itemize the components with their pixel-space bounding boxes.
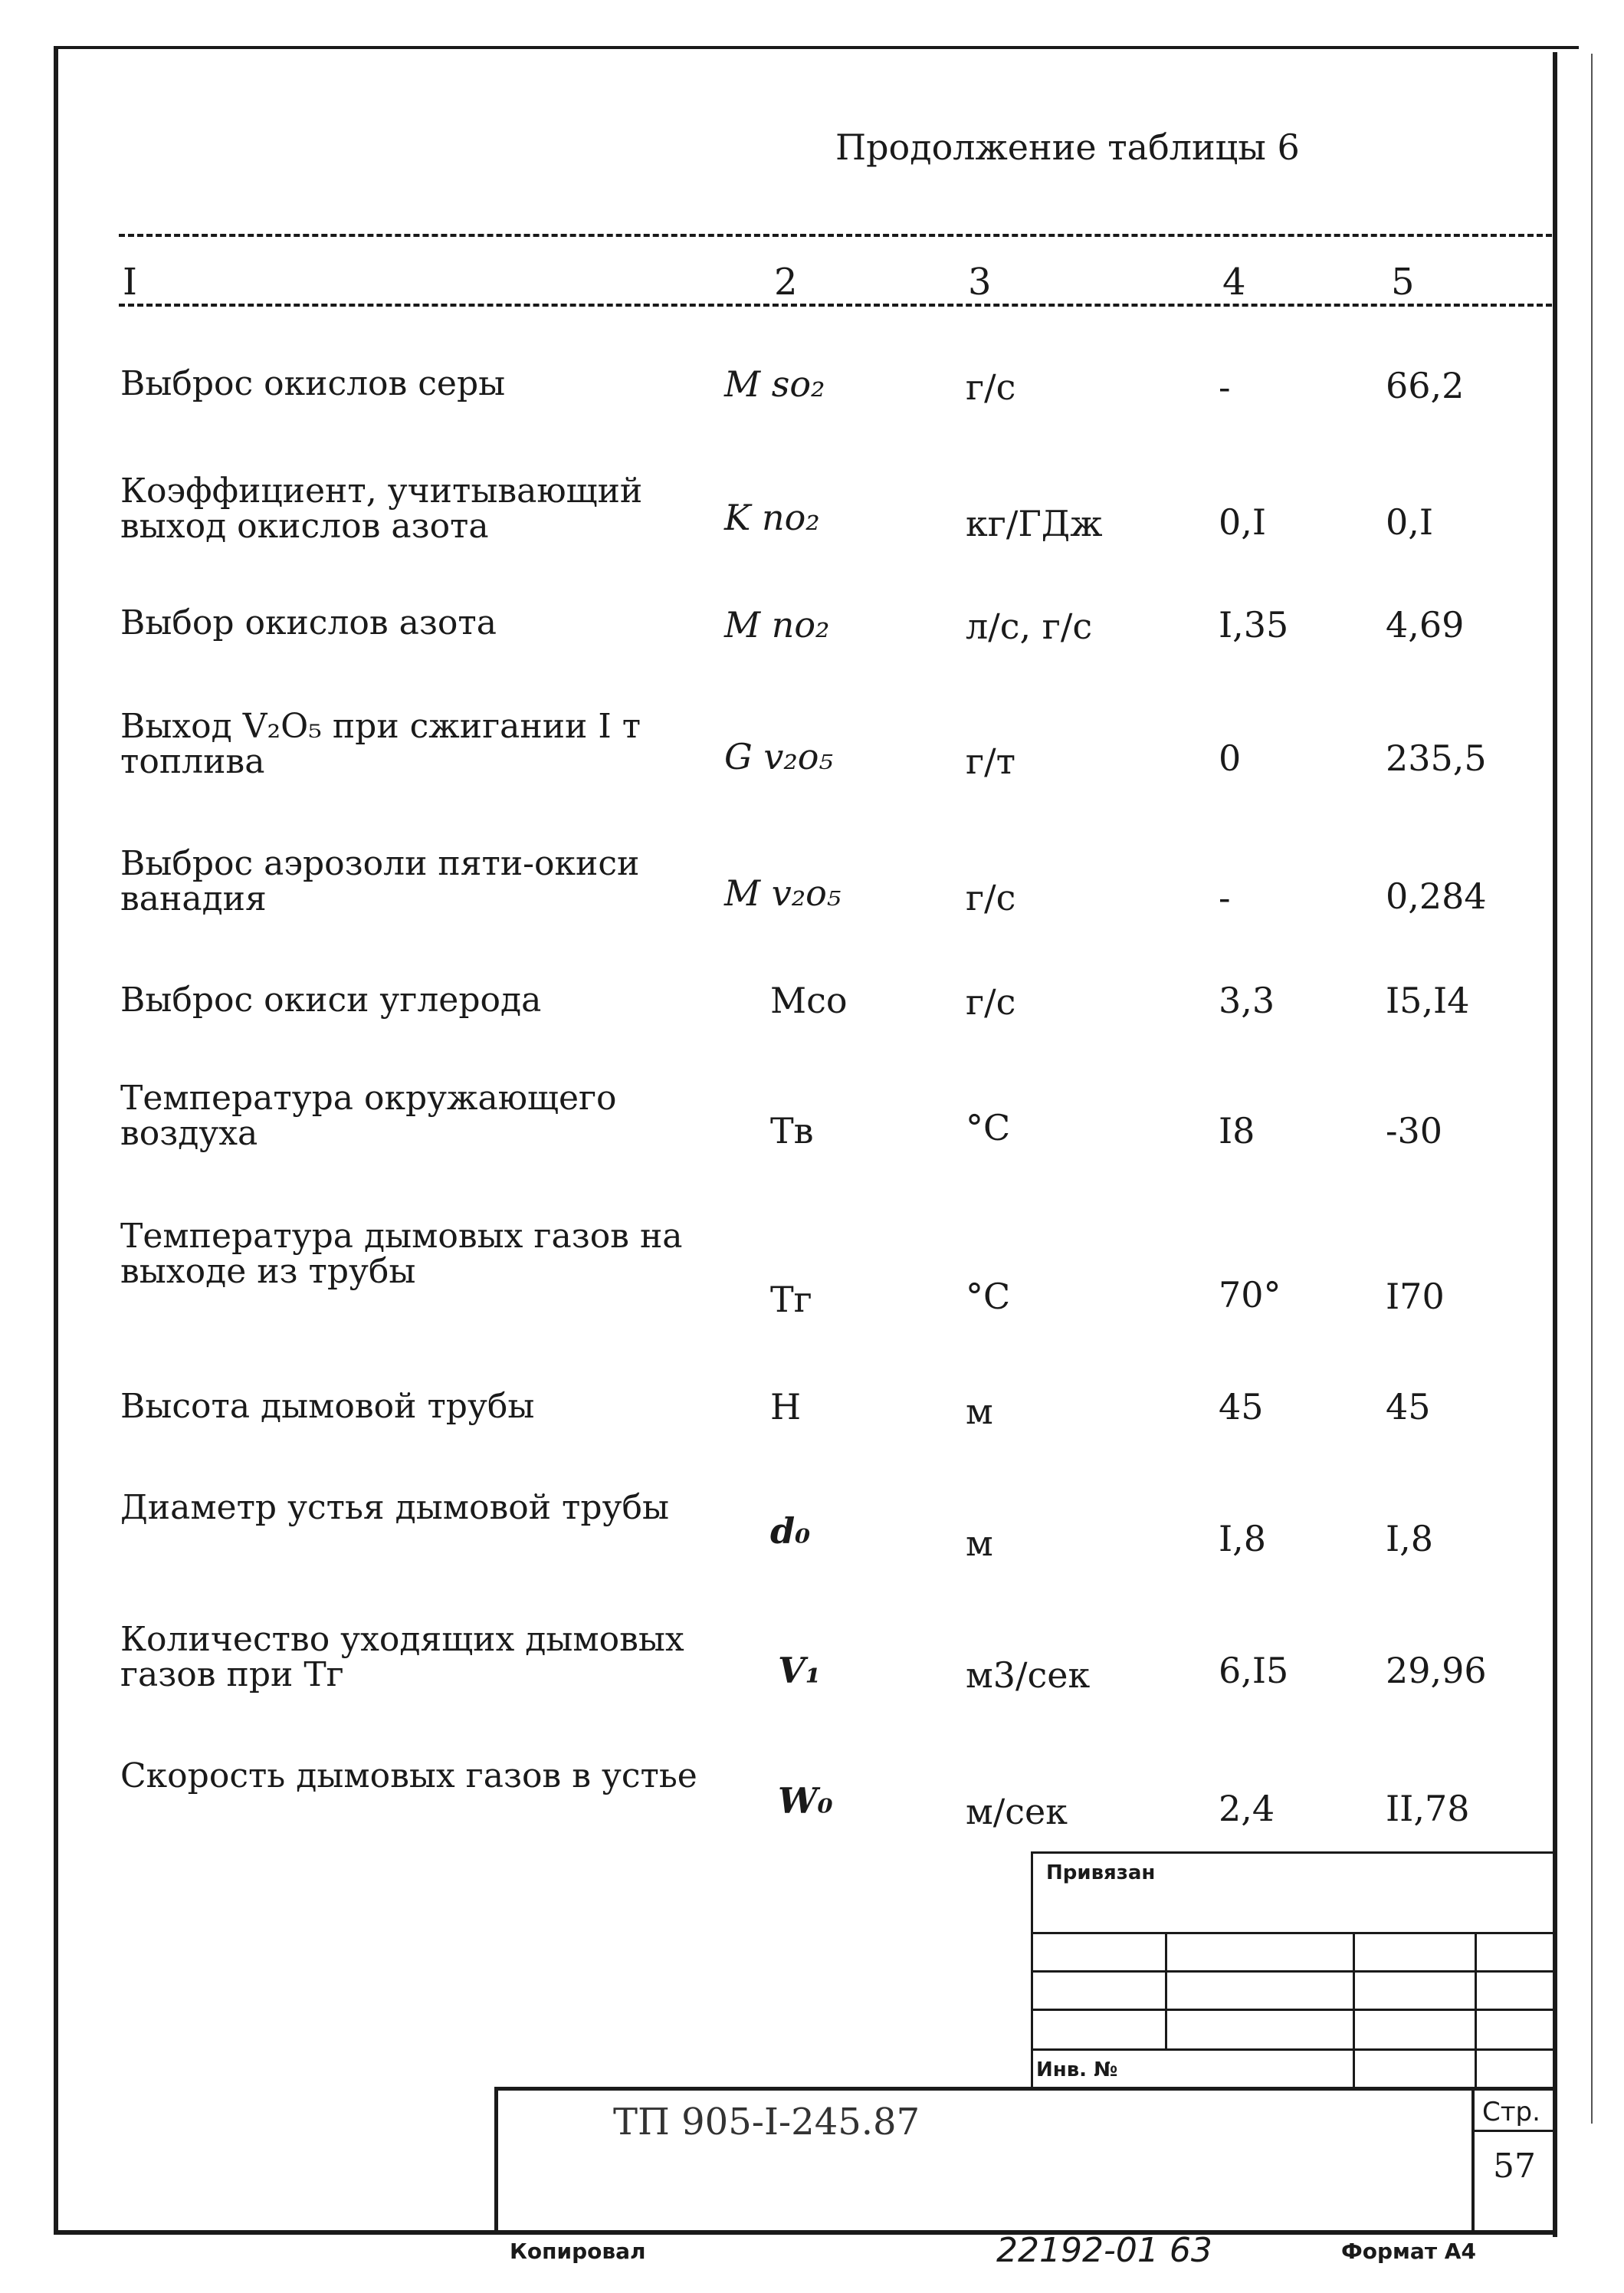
value-col-4: 70° [1219,1274,1281,1316]
value-col-4: 6,I5 [1219,1650,1289,1691]
page-label: Стр. [1482,2097,1540,2127]
parameter-name: Скорость дымовых газов в устье [120,1756,697,1795]
value-col-5: II,78 [1386,1788,1470,1829]
parameter-unit: м3/сек [966,1654,1091,1696]
parameter-name: Выход V₂O₅ при сжигании I т топлива [120,707,641,781]
parameter-symbol: Tв [770,1110,814,1151]
value-col-4: I8 [1219,1110,1255,1151]
value-col-5: 0,I [1386,501,1434,543]
value-col-5: I,8 [1386,1518,1434,1559]
format-label: Формат А4 [1341,2239,1476,2264]
stamp-page-rule [1471,2130,1557,2132]
attached-label: Привязан [1046,1861,1156,1884]
parameter-symbol: K no₂ [724,497,820,538]
parameter-unit: г/с [966,981,1016,1023]
parameter-unit: кг/ГДж [966,503,1103,544]
parameter-name: Температура дымовых газов на выходе из трубы [120,1217,683,1291]
approval-rule-1 [1031,1932,1557,1934]
parameter-unit: г/т [966,741,1016,782]
value-col-5: I70 [1386,1276,1445,1317]
parameter-symbol: M no₂ [724,604,830,646]
parameter-unit: г/с [966,877,1016,918]
value-col-4: 0 [1219,738,1242,779]
value-col-5: 235,5 [1386,738,1487,779]
column-header-3: 3 [968,261,992,304]
column-header-5: 5 [1391,261,1415,304]
parameter-symbol: Tг [770,1279,812,1320]
frame-right-edge [1591,54,1593,2124]
page-number: 57 [1493,2147,1536,2186]
approval-rule-4 [1031,2048,1557,2051]
parameter-unit: °C [966,1107,1011,1148]
value-col-4: - [1219,366,1231,408]
column-header-4: 4 [1222,261,1246,304]
parameter-symbol: d₀ [770,1510,811,1552]
value-col-5: I5,I4 [1386,980,1470,1021]
frame-left-border [54,46,58,2235]
parameter-unit: м/сек [966,1791,1068,1832]
header-top-rule [119,234,1552,237]
value-col-5: 4,69 [1386,604,1465,646]
value-col-4: I,8 [1219,1518,1267,1559]
parameter-unit: г/с [966,366,1016,408]
parameter-unit: л/с, г/с [966,606,1093,647]
value-col-5: 66,2 [1386,365,1465,406]
parameter-symbol: H [770,1386,802,1427]
value-col-5: 29,96 [1386,1650,1487,1691]
parameter-unit: м [966,1523,993,1564]
value-col-5: -30 [1386,1110,1443,1151]
parameter-name: Выброс окислов серы [120,364,506,403]
value-col-4: 3,3 [1219,980,1275,1021]
parameter-unit: °C [966,1276,1011,1317]
value-col-4: - [1219,877,1231,918]
parameter-symbol: M v₂o₅ [724,872,842,914]
parameter-name: Диаметр устья дымовой трубы [120,1488,669,1527]
column-header-2: 2 [774,261,798,304]
parameter-name: Коэффициент, учитывающий выход окислов азота [120,471,643,546]
value-col-4: 0,I [1219,501,1267,543]
value-col-5: 45 [1386,1386,1431,1427]
parameter-symbol: G v₂o₅ [724,736,833,777]
parameter-symbol: Mco [770,980,848,1021]
parameter-name: Выброс аэрозоли пяти-окиси ванадия [120,844,640,918]
stamp-page-divider [1471,2087,1475,2235]
approval-col-1 [1165,1932,1167,2048]
document-code: ТП 905-I-245.87 [613,2101,920,2144]
parameter-name: Выбор окислов азота [120,603,497,642]
approval-col-3 [1475,1932,1477,2089]
value-col-5: 0,284 [1386,875,1487,917]
table-caption: Продолжение таблицы 6 [835,126,1300,168]
parameter-name: Количество уходящих дымовых газов при Tг [120,1620,684,1694]
column-header-1: I [123,261,137,304]
parameter-name: Температура окружающего воздуха [120,1079,617,1153]
inv-number-label: Инв. № [1036,2058,1118,2081]
parameter-name: Высота дымовой трубы [120,1387,535,1426]
approval-rule-3 [1031,2009,1557,2011]
value-col-4: I,35 [1219,604,1289,646]
header-bottom-rule [119,304,1552,307]
approval-col-2 [1353,1932,1355,2089]
parameter-symbol: W₀ [778,1780,833,1822]
value-col-4: 2,4 [1219,1788,1275,1829]
value-col-4: 45 [1219,1386,1264,1427]
parameter-symbol: V₁ [778,1650,821,1691]
parameter-unit: м [966,1391,993,1432]
handwritten-number: 22192-01 63 [996,2231,1212,2270]
parameter-name: Выброс окиси углерода [120,981,542,1020]
parameter-symbol: M so₂ [724,363,825,405]
copied-label: Копировал [510,2239,646,2264]
approval-rule-2 [1031,1970,1557,1973]
frame-top-border [54,46,1579,49]
